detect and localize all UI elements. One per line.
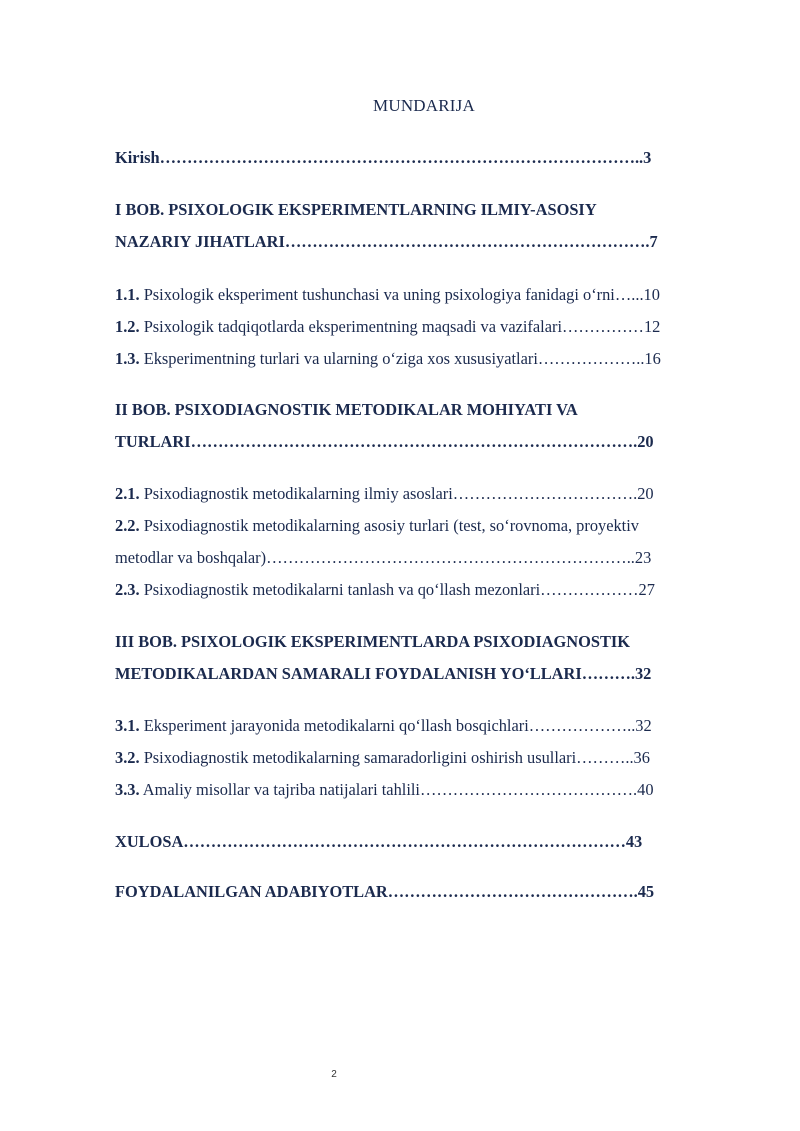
toc-section-2-2-cont: metodlar va boshqalar)…………………………………………………………..23 bbox=[115, 548, 652, 567]
section-number: 1.1. bbox=[115, 285, 140, 304]
section-number: 2.3. bbox=[115, 580, 140, 599]
toc-section-1-2 bbox=[115, 317, 660, 337]
toc-section-3-3 bbox=[115, 780, 654, 800]
section-number: 3.1. bbox=[115, 716, 140, 735]
toc-references: FOYDALANILGAN ADABIYOTLAR……………………………………….45 bbox=[115, 882, 655, 901]
toc-section-2-1 bbox=[115, 484, 654, 504]
section-number: 2.1. bbox=[115, 484, 140, 503]
toc-chapter-1-title-cont: NAZARIY JIHATLARI………………………………………………………….7 bbox=[115, 232, 658, 251]
section-title: Eksperiment jarayonida metodikalarni qo‘llash bosqichlari………………..32 bbox=[139, 716, 652, 735]
toc-chapter-3-title-cont: METODIKALARDAN SAMARALI FOYDALANISH YO‘LLARI……….32 bbox=[115, 664, 652, 683]
section-title: Psixodiagnostik metodikalarning ilmiy asoslari…………………………….20 bbox=[139, 484, 654, 503]
toc-chapter-2-title: II BOB. PSIXODIAGNOSTIK METODIKALAR MOHIYATI VA bbox=[115, 400, 578, 419]
section-title: Eksperimentning turlari va ularning o‘ziga xos xususiyatlari………………..16 bbox=[139, 349, 661, 368]
section-title: Psixodiagnostik metodikalarning asosiy turlari (test, so‘rovnoma, proyektiv bbox=[139, 516, 639, 535]
section-title: Amaliy misollar va tajriba natijalari tahlili………………………………….40 bbox=[139, 780, 654, 799]
section-title: Psixologik eksperiment tushunchasi va uning psixologiya fanidagi o‘rni…...10 bbox=[139, 285, 660, 304]
page-number: 2 bbox=[331, 1069, 337, 1080]
toc-section-3-1 bbox=[115, 716, 652, 736]
section-number: 3.2. bbox=[115, 748, 140, 767]
toc-section-3-2 bbox=[115, 748, 650, 768]
toc-chapter-2-title-cont: TURLARI……………………………………………………………………….20 bbox=[115, 432, 654, 451]
section-title: Psixodiagnostik metodikalarni tanlash va qo‘llash mezonlari………………27 bbox=[139, 580, 655, 599]
toc-section-1-1 bbox=[115, 285, 660, 305]
toc-intro: Kirish……………………………………………………………………………..3 bbox=[115, 148, 652, 167]
section-title: Psixodiagnostik metodikalarning samaradorligini oshirish usullari………..36 bbox=[139, 748, 650, 767]
toc-chapter-1-title: I BOB. PSIXOLOGIK EKSPERIMENTLARNING ILMIY-ASOSIY bbox=[115, 200, 597, 219]
toc-chapter-3-title: III BOB. PSIXOLOGIK EKSPERIMENTLARDA PSIXODIAGNOSTIK bbox=[115, 632, 631, 651]
page-title: MUNDARIJA bbox=[373, 96, 475, 115]
section-number: 2.2. bbox=[115, 516, 140, 535]
toc-section-2-2 bbox=[115, 516, 639, 536]
section-number: 3.3. bbox=[115, 780, 140, 799]
section-number: 1.2. bbox=[115, 317, 140, 336]
section-title: Psixologik tadqiqotlarda eksperimentning maqsadi va vazifalari……………12 bbox=[139, 317, 661, 336]
toc-section-1-3 bbox=[115, 349, 661, 369]
toc-section-2-3 bbox=[115, 580, 655, 600]
toc-conclusion: XULOSA………………………………………………………………………43 bbox=[115, 832, 643, 851]
section-number: 1.3. bbox=[115, 349, 140, 368]
